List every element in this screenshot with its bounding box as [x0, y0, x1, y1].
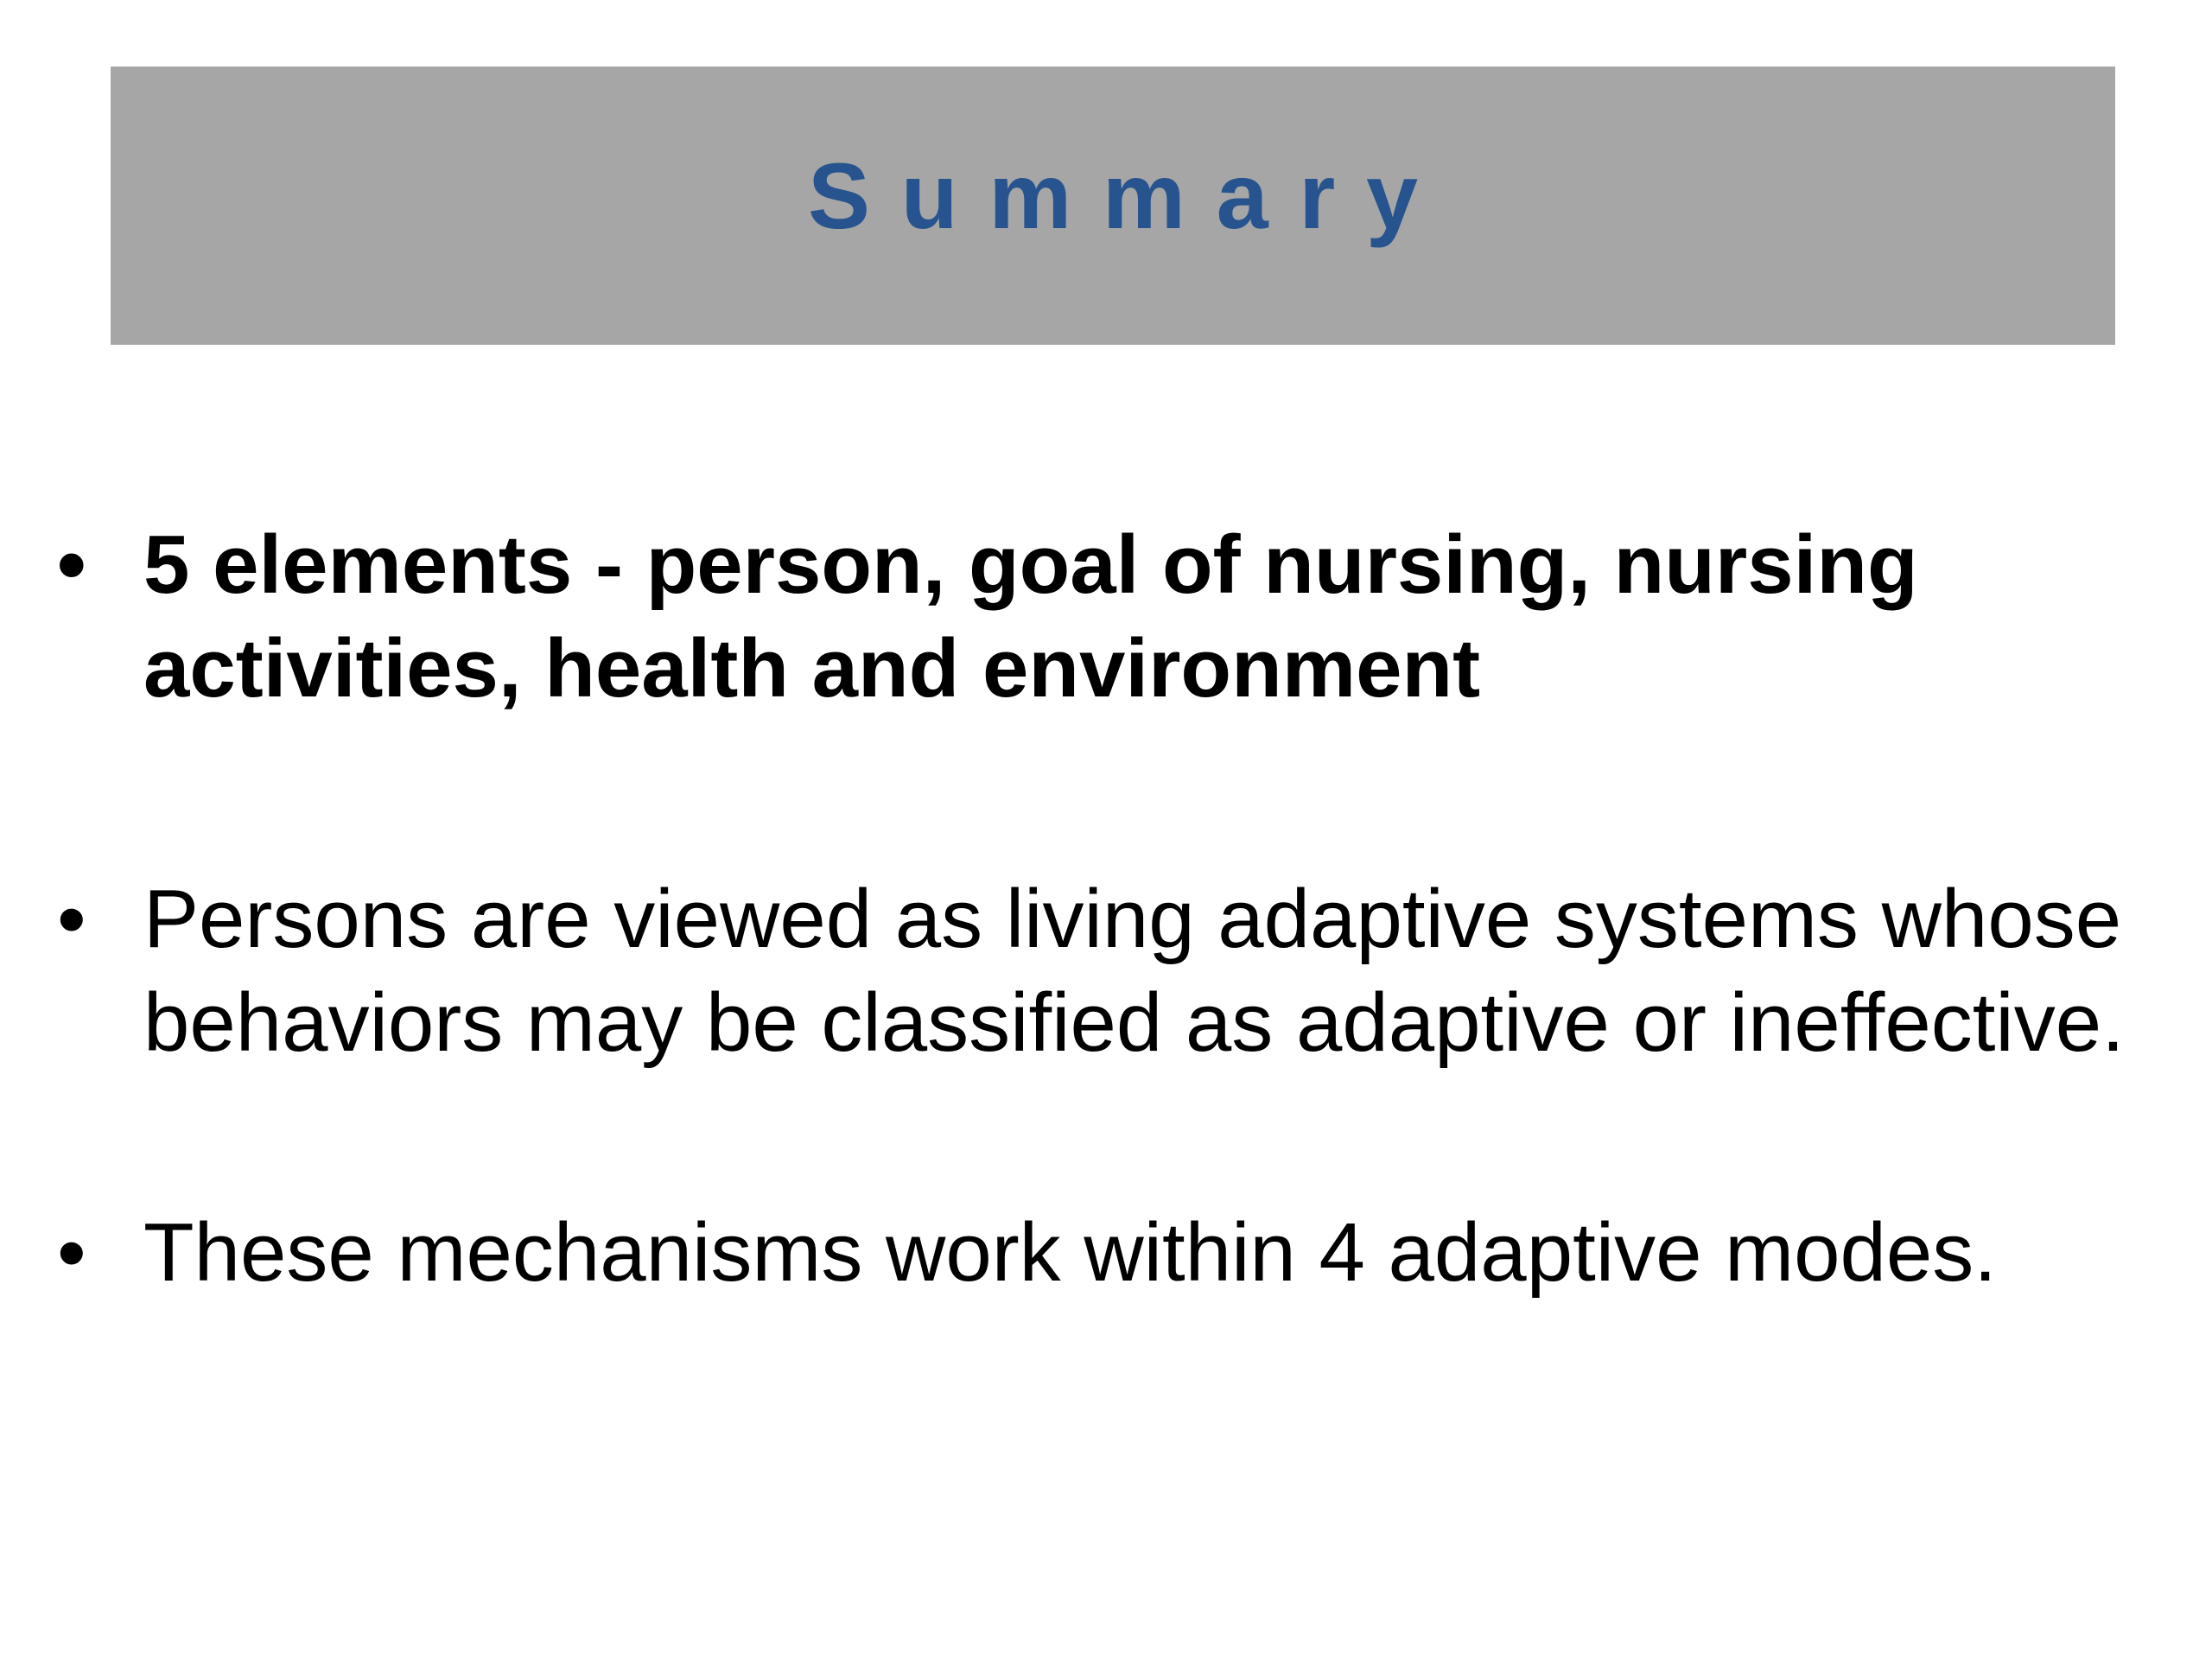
slide-title: Summary: [807, 143, 1449, 248]
bullet-icon: •: [57, 518, 86, 611]
bullet-text-3: These mechanisms work within 4 adaptive modes.: [143, 1206, 1997, 1299]
bullet-icon: •: [57, 1206, 86, 1299]
bullet-text-1: 5 elements - person, goal of nursing, nursing activities, health and environment: [143, 518, 1918, 715]
bullet-text-2: Persons are viewed as living adaptive systems whose behaviors may be classified as adaptive or ineffective.: [143, 873, 2125, 1069]
title-bar: [111, 67, 2115, 345]
bullet-icon: •: [57, 873, 86, 965]
